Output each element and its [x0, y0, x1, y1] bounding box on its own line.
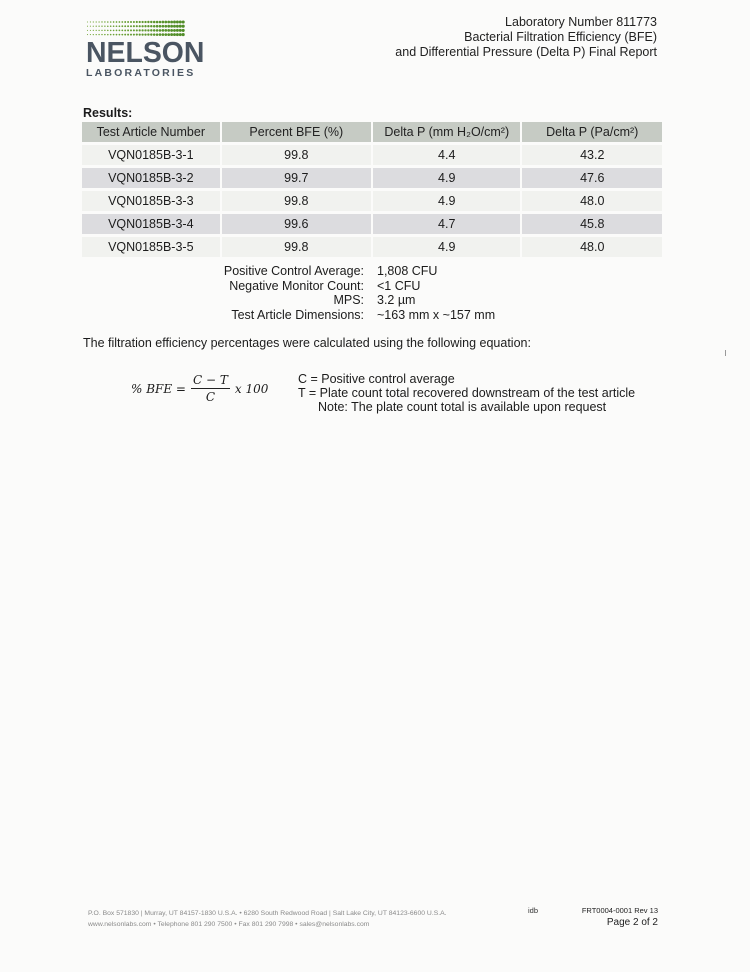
- logo-dot: [141, 21, 143, 23]
- results-heading: Results:: [83, 106, 133, 120]
- logo-dot: [124, 34, 126, 36]
- footer-contact: [88, 908, 447, 930]
- table-cell: 45.8: [522, 214, 662, 234]
- logo-dot: [101, 26, 102, 27]
- logo-dot: [110, 21, 112, 23]
- logo-dot: [107, 21, 109, 23]
- table-cell: 48.0: [522, 191, 662, 211]
- table-row: [82, 237, 662, 257]
- logo-subtitle: LABORATORIES: [86, 67, 196, 79]
- logo-dot: [127, 34, 129, 36]
- logo-dot: [121, 21, 123, 23]
- equation-rhs: x 100: [234, 381, 269, 396]
- logo-dot: [176, 21, 179, 24]
- logo-dot: [133, 21, 135, 23]
- logo-dot: [139, 34, 141, 36]
- logo-dot: [119, 30, 121, 32]
- logo-dot: [116, 21, 118, 23]
- column-header: Test Article Number: [82, 122, 220, 142]
- table-cell: VQN0185B-3-3: [82, 191, 220, 211]
- logo-dot: [159, 21, 162, 24]
- logo-dot: [167, 29, 170, 32]
- table-row: [82, 145, 662, 165]
- equation-definitions: [298, 372, 635, 414]
- logo-dot: [101, 30, 102, 31]
- logo-dot: [173, 21, 176, 24]
- logo-dot: [156, 29, 159, 32]
- table-cell: 4.9: [373, 168, 520, 188]
- logo-dot: [104, 34, 105, 35]
- logo-dot: [93, 30, 94, 31]
- logo-dot: [116, 34, 118, 36]
- logo-dot: [176, 29, 179, 32]
- logo-dot: [90, 30, 91, 31]
- logo-dot: [162, 29, 165, 32]
- logo-dot: [164, 21, 167, 24]
- logo-dot: [113, 21, 115, 23]
- equation-lhs: % BFE =: [131, 381, 186, 396]
- table-cell: 99.6: [222, 214, 371, 234]
- logo-dot: [167, 21, 170, 24]
- logo-dot: [130, 29, 132, 31]
- scan-mark: [725, 350, 726, 356]
- footer-page-info: [582, 906, 658, 928]
- bfe-equation: [131, 373, 268, 404]
- logo-dot: [113, 30, 115, 32]
- lab-number: Laboratory Number 811773: [505, 15, 657, 29]
- logo-dot: [170, 33, 173, 36]
- logo-dot: [119, 34, 121, 36]
- table-row: [82, 168, 662, 188]
- logo-dot: [127, 21, 129, 23]
- logo-dot: [159, 33, 162, 36]
- logo-dot: [153, 25, 156, 28]
- column-header: Delta P (Pa/cm²): [522, 122, 662, 142]
- logo-dot: [110, 34, 112, 36]
- table-cell: 99.7: [222, 168, 371, 188]
- logo-dot: [173, 29, 176, 32]
- plate-count-note: Note: The plate count total is available upon request: [318, 400, 607, 414]
- logo-dot: [156, 21, 159, 24]
- logo-dot: [167, 25, 170, 28]
- logo-dot: [87, 21, 88, 22]
- logo-dot: [133, 29, 135, 31]
- logo-dot: [139, 25, 141, 27]
- logo-dot: [153, 33, 156, 36]
- company-logo: [86, 20, 205, 79]
- logo-dot: [93, 34, 94, 35]
- logo-dot: [144, 21, 146, 23]
- logo-dot: [87, 30, 88, 31]
- table-cell: VQN0185B-3-5: [82, 237, 220, 257]
- logo-name: NELSON: [86, 37, 205, 69]
- report-header: [395, 15, 657, 60]
- logo-dot: [110, 25, 112, 27]
- logo-dot: [144, 25, 146, 27]
- logo-dot: [139, 21, 141, 23]
- logo-dot: [159, 29, 162, 32]
- logo-dot: [136, 25, 138, 27]
- logo-dot: [98, 30, 99, 31]
- logo-dot: [147, 21, 149, 23]
- logo-dot: [107, 25, 109, 27]
- table-cell: VQN0185B-3-1: [82, 145, 220, 165]
- logo-dot: [90, 34, 91, 35]
- logo-dot: [98, 34, 99, 35]
- logo-dot: [162, 25, 165, 28]
- logo-dot: [136, 29, 138, 31]
- logo-dot: [179, 29, 182, 32]
- equation-fraction: [191, 373, 230, 404]
- column-header: Delta P (mm H₂O/cm²): [373, 122, 520, 142]
- table-cell: 99.8: [222, 191, 371, 211]
- logo-dot: [130, 34, 132, 36]
- table-cell: 47.6: [522, 168, 662, 188]
- logo-dot: [90, 26, 91, 27]
- logo-dot: [153, 21, 156, 24]
- logo-dot: [130, 25, 132, 27]
- logo-dot: [150, 33, 152, 35]
- summary-label: MPS:: [333, 293, 364, 307]
- logo-dot: [98, 21, 99, 22]
- logo-dot: [164, 29, 167, 32]
- table-cell: VQN0185B-3-4: [82, 214, 220, 234]
- logo-dot: [182, 20, 185, 23]
- logo-dot: [133, 25, 135, 27]
- c-definition: C = Positive control average: [298, 372, 455, 386]
- table-row: [82, 214, 662, 234]
- logo-dot: [144, 29, 146, 31]
- summary-row: [200, 293, 495, 308]
- equation-denominator: C: [205, 390, 216, 404]
- results-table: [80, 119, 664, 260]
- logo-dot: [130, 21, 132, 23]
- logo-dots-graphic: [86, 20, 186, 38]
- logo-dot: [116, 30, 118, 32]
- form-number: FRT0004-0001 Rev 13: [581, 906, 658, 915]
- logo-dot: [179, 20, 182, 23]
- logo-dot: [173, 33, 176, 36]
- logo-dot: [107, 30, 109, 32]
- logo-dot: [176, 33, 179, 36]
- summary-label: Positive Control Average:: [223, 264, 364, 278]
- logo-dot: [127, 29, 129, 31]
- table-cell: 99.8: [222, 145, 371, 165]
- logo-dot: [113, 25, 115, 27]
- report-title-line2: and Differential Pressure (Delta P) Final Report: [395, 45, 657, 59]
- column-header: Percent BFE (%): [222, 122, 371, 142]
- logo-dot: [182, 33, 185, 36]
- logo-dot: [144, 33, 146, 35]
- logo-dot: [150, 21, 152, 23]
- logo-dot: [98, 26, 99, 27]
- logo-dot: [139, 29, 141, 31]
- logo-dot: [96, 34, 97, 35]
- logo-dot: [96, 30, 97, 31]
- table-cell: 4.9: [373, 191, 520, 211]
- logo-dot: [121, 29, 123, 31]
- logo-dot: [156, 25, 159, 28]
- table-cell: 43.2: [522, 145, 662, 165]
- table-cell: 99.8: [222, 237, 371, 257]
- logo-dot: [147, 33, 149, 35]
- logo-dot: [121, 25, 123, 27]
- logo-dot: [90, 21, 91, 22]
- logo-dot: [104, 25, 105, 26]
- table-header-row: [82, 122, 662, 142]
- summary-value: <1 CFU: [377, 278, 421, 293]
- summary-block: [200, 264, 495, 322]
- logo-dot: [124, 29, 126, 31]
- logo-dot: [101, 21, 102, 22]
- logo-dot: [179, 25, 182, 28]
- logo-dot: [141, 25, 143, 27]
- logo-dot: [93, 26, 94, 27]
- logo-dot: [150, 25, 152, 27]
- table-cell: 4.9: [373, 237, 520, 257]
- logo-dot: [96, 26, 97, 27]
- t-definition: T = Plate count total recovered downstream of the test article: [298, 386, 636, 400]
- logo-dot: [164, 25, 167, 28]
- equation-numerator: C − T: [193, 373, 228, 387]
- logo-dot: [119, 21, 121, 23]
- table-cell: 48.0: [522, 237, 662, 257]
- logo-dot: [159, 25, 162, 28]
- summary-label: Negative Monitor Count:: [229, 278, 364, 293]
- summary-value: 1,808 CFU: [377, 264, 438, 278]
- logo-dot: [110, 30, 112, 32]
- logo-dot: [124, 21, 126, 23]
- logo-dot: [141, 29, 143, 31]
- logo-dot: [162, 33, 165, 36]
- logo-dot: [93, 21, 94, 22]
- logo-dot: [156, 33, 159, 36]
- logo-dot: [150, 29, 152, 31]
- logo-dot: [147, 25, 149, 27]
- logo-dot: [173, 25, 176, 28]
- logo-dot: [136, 34, 138, 36]
- logo-dot: [87, 34, 88, 35]
- logo-dot: [121, 34, 123, 36]
- report-title-line1: Bacterial Filtration Efficiency (BFE): [464, 30, 657, 44]
- summary-row: [200, 308, 495, 323]
- logo-dot: [124, 25, 126, 27]
- table-row: [82, 191, 662, 211]
- logo-dot: [107, 34, 109, 36]
- logo-dot: [147, 29, 149, 31]
- logo-dot: [113, 34, 115, 36]
- page-number: Page 2 of 2: [606, 917, 658, 928]
- footer-web-phone: www.nelsonlabs.com • Telephone 801 290 7500 • Fax 801 290 7998 • sales@nelsonlabs.com: [88, 921, 370, 928]
- summary-row: [200, 264, 495, 279]
- logo-dot: [153, 29, 156, 32]
- logo-dot: [167, 33, 170, 36]
- logo-dot: [96, 21, 97, 22]
- logo-dot: [127, 25, 129, 27]
- logo-dot: [182, 29, 185, 32]
- logo-dot: [119, 25, 121, 27]
- summary-row: [200, 279, 495, 294]
- logo-dot: [179, 33, 182, 36]
- logo-dot: [141, 33, 143, 35]
- logo-dot: [104, 21, 105, 22]
- logo-dot: [116, 25, 118, 27]
- logo-dot: [136, 21, 138, 23]
- logo-dot: [170, 21, 173, 24]
- footer-address: P.O. Box 571830 | Murray, UT 84157-1830 U.S.A. • 6280 South Redwood Road | Salt Lake City, UT 84123-6600 U.S.A.: [88, 910, 447, 917]
- summary-value: ~163 mm x ~157 mm: [377, 307, 496, 322]
- logo-dot: [101, 34, 102, 35]
- table-cell: 4.4: [373, 145, 520, 165]
- equation-intro: The filtration efficiency percentages were calculated using the following equation:: [83, 336, 531, 350]
- logo-dot: [170, 29, 173, 32]
- table-cell: 4.7: [373, 214, 520, 234]
- table-cell: VQN0185B-3-2: [82, 168, 220, 188]
- logo-dot: [162, 21, 165, 24]
- logo-dot: [104, 30, 105, 31]
- summary-value: 3.2 µm: [377, 293, 416, 307]
- footer-initials: idb: [528, 906, 539, 915]
- logo-dot: [133, 34, 135, 36]
- logo-dot: [87, 26, 88, 27]
- logo-dot: [170, 25, 173, 28]
- logo-dot: [164, 33, 167, 36]
- summary-label: Test Article Dimensions:: [231, 307, 364, 322]
- logo-dot: [176, 25, 179, 28]
- logo-dot: [182, 25, 185, 28]
